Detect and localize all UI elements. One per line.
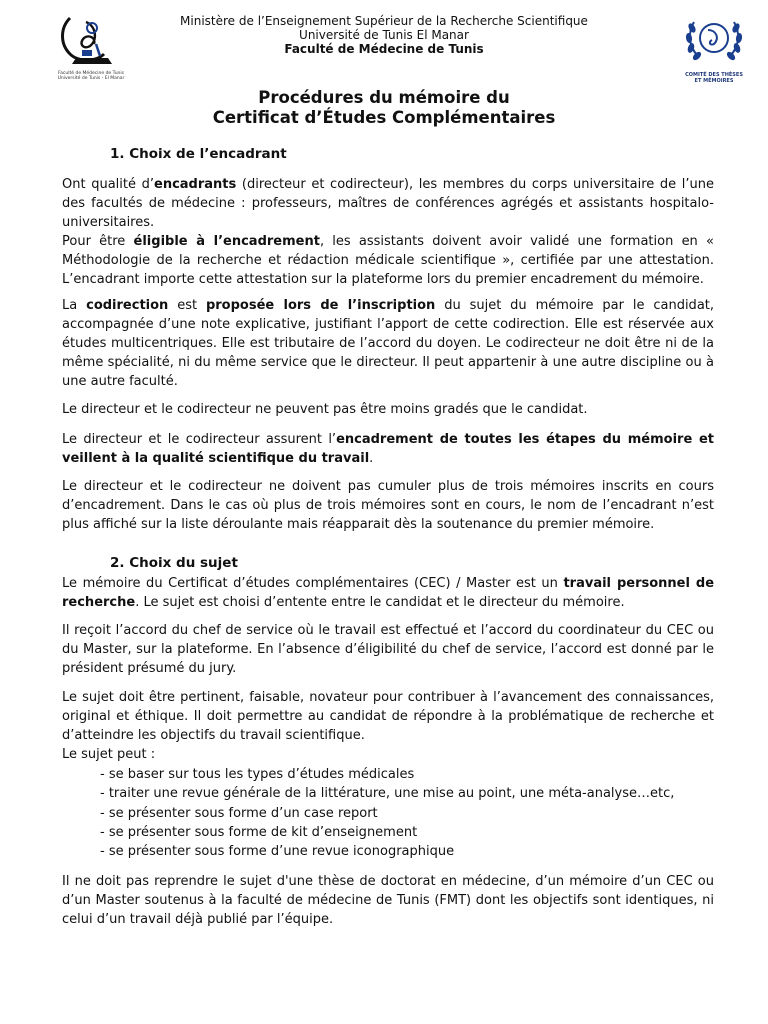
text-run: . Le sujet est choisi d’entente entre le candidat et le directeur du mémoire. — [135, 595, 625, 610]
institution-header — [150, 14, 618, 56]
section1-paragraph6: Le directeur et le codirecteur ne doivent pas cumuler plus de trois mémoires inscrits en cours d’encadrement. Dans le cas où plus de trois mémoires sont en cours, le nom de l’encadrant n’est plus affiché sur la liste déroulante mais réapparait dès la soutenance du premier mémoire. — [62, 479, 714, 532]
document-title — [100, 88, 668, 128]
section1-heading: 1. Choix de l’encadrant — [110, 146, 287, 162]
text-run: (directeur et codirecteur), les membres du corps universitaire de l’une des facultés de médecine : professeurs, maîtres de conférences agrégés et assistants hospitalo-universitaires. — [62, 177, 714, 230]
logo-right-caption-line1: COMITÉ DES THÈSES — [685, 72, 743, 78]
committee-logo — [676, 12, 752, 92]
logo-right-caption — [676, 72, 752, 84]
section2-heading: 2. Choix du sujet — [110, 555, 238, 571]
bold-run: codirection — [86, 298, 169, 313]
text-run: Le mémoire du Certificat d’études complémentaires (CEC) / Master est un — [62, 576, 564, 591]
section1-paragraph3 — [62, 296, 714, 391]
faculty-logo — [56, 14, 126, 94]
text-run: Pour être — [62, 234, 134, 249]
list-item: - se présenter sous forme de kit d’enseignement — [100, 824, 418, 840]
bold-run: proposée lors de l’inscription — [205, 298, 436, 313]
faculty-emblem-icon — [56, 14, 126, 70]
bold-run: éligible à l’encadrement — [133, 234, 320, 249]
logo-left-caption-line2: Université de Tunis - El Manar — [57, 76, 125, 81]
section2-paragraph4: Il ne doit pas reprendre le sujet d'une thèse de doctorat en médecine, d’un mémoire d’un CEC ou d’un Master soutenus à la faculté de médecine de Tunis (FMT) dont les objectifs sont identiques, ni celui d’un travail déjà publié par l’équipe. — [62, 874, 714, 927]
university-line: Université de Tunis El Manar — [299, 28, 469, 42]
section1-paragraph1 — [62, 175, 714, 232]
list-item: - se présenter sous forme d’un case report — [100, 805, 378, 821]
section1-paragraph5 — [62, 430, 714, 468]
ministry-line: Ministère de l’Enseignement Supérieur de la Recherche Scientifique — [180, 14, 588, 28]
section2-paragraph3-text: Le sujet doit être pertinent, faisable, novateur pour contribuer à l’avancement des connaissances, original et éthique. Il doit permettre au candidat de répondre à la problématique de recherche et d’atteindre les objectifs du travail scientifique. — [62, 690, 714, 743]
text-run: Ont qualité d’ — [62, 177, 154, 192]
subject-options-list — [100, 765, 700, 861]
text-run: . — [369, 451, 374, 466]
list-item: - se présenter sous forme d’une revue iconographique — [100, 844, 455, 860]
list-item: - traiter une revue générale de la littérature, une mise au point, une méta-analyse…etc, — [100, 786, 675, 802]
subject-options-lead: Le sujet peut : — [62, 747, 156, 762]
logo-left-caption — [56, 71, 126, 81]
logo-right-caption-line2: ET MÉMOIRES — [694, 78, 734, 84]
bold-run: travail personnel de recherche — [62, 576, 715, 610]
list-item: - se baser sur tous les types d’études médicales — [100, 767, 415, 782]
title-line1: Procédures du mémoire du — [258, 88, 510, 107]
text-run: , les assistants doivent avoir validé une formation en « Méthodologie de la recherche et rédaction médicale scientifique », certifiée par une attestation. L’encadrant importe cette attestation sur la plateforme lors du premier encadrement du mémoire. — [62, 234, 714, 287]
text-run: est — [168, 298, 206, 313]
section2-paragraph3 — [62, 688, 714, 764]
section1-paragraph4: Le directeur et le codirecteur ne peuvent pas être moins gradés que le candidat. — [62, 402, 588, 417]
section2-paragraph1 — [62, 574, 714, 612]
logo-left-caption-line1: Faculté de Médecine de Tunis — [58, 71, 124, 76]
text-run: du sujet du mémoire par le candidat, accompagnée d’une note explicative, justifiant l’apport de cette codirection. Elle est réservée aux études multicentriques. Elle est tributaire de l’accord du doyen. Le codirecteur ne doit être ni de la même spécialité, ni du même service que le directeur. Il peut appartenir à une autre discipline ou à une autre faculté. — [62, 298, 715, 389]
laurel-wreath-icon — [676, 12, 752, 68]
faculty-line: Faculté de Médecine de Tunis — [284, 42, 484, 56]
bold-run: encadrement de toutes les étapes du mémoire et veillent à la qualité scientifique du travail — [62, 432, 715, 466]
section1-paragraph2 — [62, 232, 714, 289]
title-line2: Certificat d’Études Complémentaires — [212, 108, 556, 127]
section2-paragraph2: Il reçoit l’accord du chef de service où le travail est effectué et l’accord du coordinateur du CEC ou du Master, sur la plateforme. En l’absence d’éligibilité du chef de service, l’accord est donné par le président présumé du jury. — [62, 623, 714, 676]
text-run: Le directeur et le codirecteur assurent l’ — [62, 432, 337, 447]
bold-run: encadrants — [154, 177, 237, 192]
text-run: La — [62, 298, 87, 313]
